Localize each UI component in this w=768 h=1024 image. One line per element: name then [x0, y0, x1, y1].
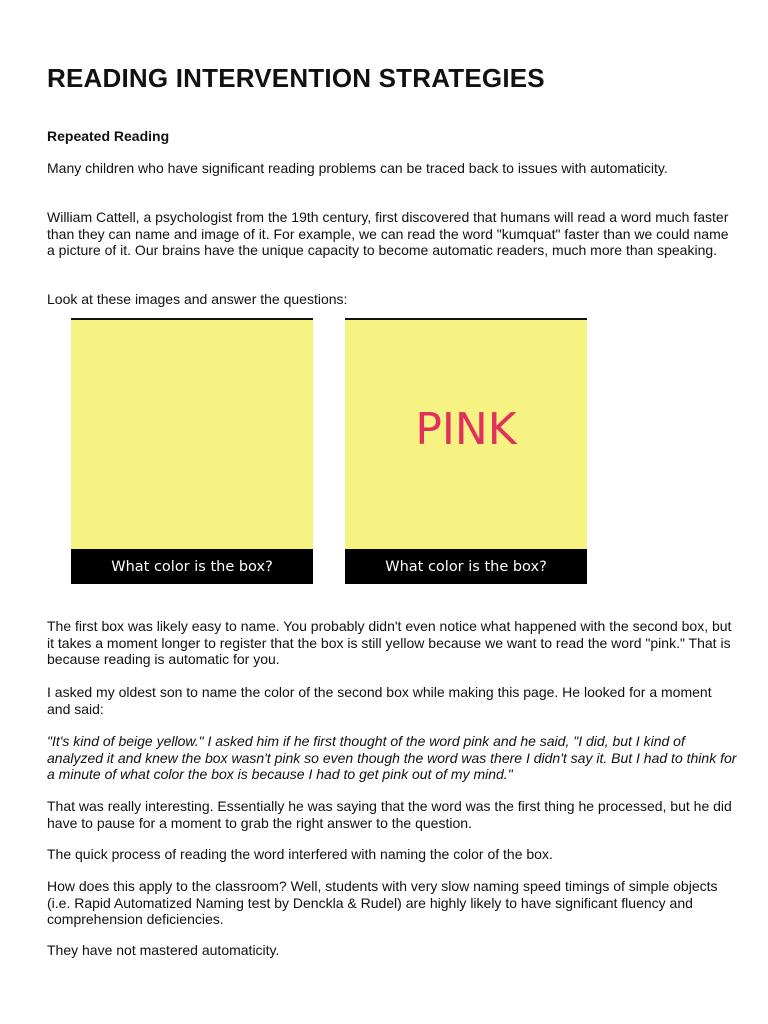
figure-caption: What color is the box?	[71, 549, 313, 584]
yellow-box-pink-word-figure	[345, 318, 587, 584]
pink-word: PINK	[415, 404, 517, 455]
paragraph-classroom: How does this apply to the classroom? Well, students with very slow naming speed timings of simple objects (i.e. Rapid Automatized Naming test by Denckla & Rudel) are highly likely to have significant fluency and comprehension deficiencies.	[47, 878, 718, 927]
paragraph-cattell: William Cattell, a psychologist from the 19th century, first discovered that humans will read a word much faster than they can name and image of it. For example, we can read the word "kumquat" faster than we could name a picture of it. Our brains have the unique capacity to become automatic readers, much more than speaking.	[47, 209, 729, 258]
document-title: READING INTERVENTION STRATEGIES	[47, 63, 545, 93]
paragraph-interesting: That was really interesting. Essentially he was saying that the word was the first thing he processed, but he did have to pause for a moment to grab the right answer to the question.	[47, 798, 732, 831]
paragraph-interference: The quick process of reading the word interfered with naming the color of the box.	[47, 846, 553, 862]
paragraph-son-quote: "It's kind of beige yellow." I asked him if he first thought of the word pink and he said, "I did, but I kind of analyzed it and knew the box wasn't pink so even though the word was there I didn't say it. But I had to think for a minute of what color the box is because I had to get pink out of my mind."	[47, 733, 737, 782]
section-heading: Repeated Reading	[47, 128, 170, 144]
paragraph-oldest-son: I asked my oldest son to name the color of the second box while making this page. He looked for a moment and said:	[47, 684, 712, 717]
paragraph-automaticity: Many children who have significant reading problems can be traced back to issues with automaticity.	[47, 160, 668, 176]
paragraph-look-at-images: Look at these images and answer the questions:	[47, 291, 348, 307]
figure-caption: What color is the box?	[345, 549, 587, 584]
yellow-box-figure	[71, 318, 313, 584]
paragraph-automaticity-conclusion: They have not mastered automaticity.	[47, 942, 280, 958]
paragraph-first-box: The first box was likely easy to name. You probably didn't even notice what happened with the second box, but it takes a moment longer to register that the box is still yellow because we want to read the word "pink." That is because reading is automatic for you.	[47, 618, 732, 667]
